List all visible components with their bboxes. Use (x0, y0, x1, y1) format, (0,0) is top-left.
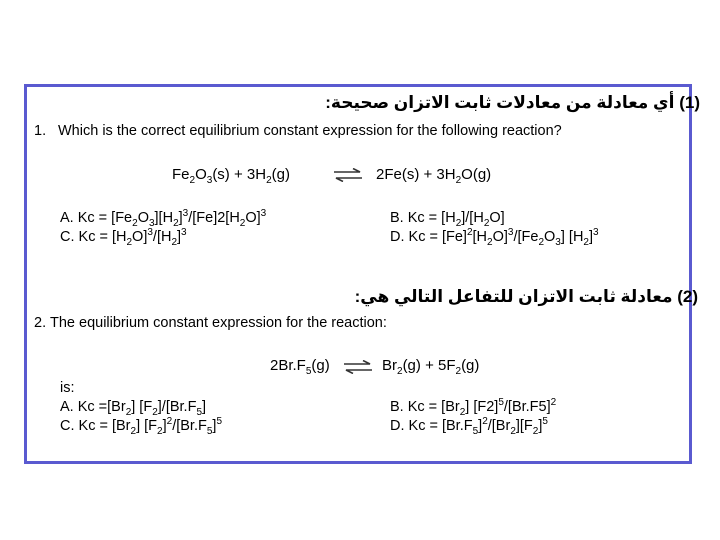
q1-reaction-products: $2Fe(s) + 3H_2O(g)$ (376, 166, 492, 186)
q1-option-a[interactable]: A. $Kc = [Fe_2O_3][H_2]^3/[Fe]2[H_2O]^3$ (60, 208, 267, 229)
q1-option-c[interactable]: C. $Kc = [H_2O]^3/[H_2]^3$ (60, 227, 187, 248)
q1-option-d[interactable]: D. $Kc = [Fe]^2[H_2O]^3/[Fe_2O_3]$ $[H_2]^3$ (390, 227, 599, 248)
q1-arabic-title: (1) أي معادلة من معادلات ثابت الاتزان صحيحة: (325, 93, 700, 112)
q2-option-c[interactable]: C. $Kc = [Br_2]$ $[F_2]^2/[Br.F_5]^5$ (60, 416, 222, 437)
q1-reaction-reactants: $Fe_2O_3(s) + 3H_2(g)$ (172, 166, 290, 186)
q2-arabic-title: (2) معادلة ثابت الاتزان للتفاعل التالي هي: (354, 287, 698, 306)
q2-option-d[interactable]: D. $Kc = [Br.F_5]^2/[Br_2][F_2]^5$ (390, 416, 548, 437)
q2-option-a[interactable]: A. $Kc =[Br_2]$ $[F_2]/[Br.F_5]$ (60, 399, 207, 418)
equilibrium-arrow-icon (333, 168, 363, 182)
q1-number: 1. (34, 123, 47, 139)
q2-number: 2. (34, 315, 47, 331)
q1-question: Which is the correct equilibrium constant expression for the following reaction? (58, 123, 562, 139)
q2-option-b[interactable]: B. $Kc = [Br_2]$ $[F2]^5/[Br.F5]^2$ (390, 397, 557, 418)
q2-reaction-reactants: $2Br.F_5(g)$ (270, 357, 330, 377)
equilibrium-arrow-icon (343, 360, 373, 374)
q2-question: The equilibrium constant expression for the reaction: (50, 315, 387, 331)
q1-option-b[interactable]: B. $Kc = [H_2]/[H_2O]$ (390, 210, 505, 229)
q2-reaction-products: $Br_2(g) + 5F_2(g)$ (382, 357, 480, 377)
q2-is-label: is: (60, 380, 75, 396)
